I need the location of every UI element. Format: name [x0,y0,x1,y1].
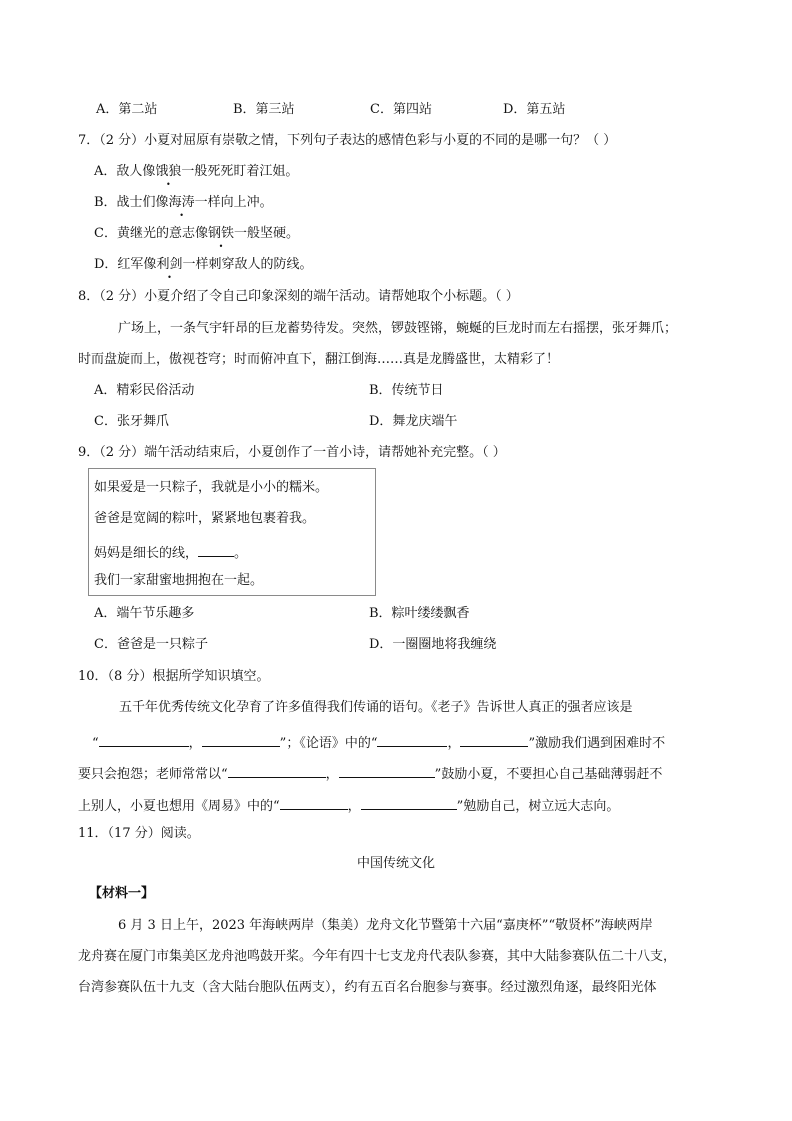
emphasis-dots: 海涛 [168,195,195,210]
material-1-heading: 【材料一】 [89,886,155,901]
fill-blank[interactable] [280,795,348,810]
q7-option-b: B．战士们像海涛一样向上冲。 [94,195,273,210]
fill-blank[interactable] [99,732,189,747]
q9-option-a: A．端午节乐趣多 [94,606,195,621]
q8-option-b: B．传统节日 [369,383,444,398]
q7-stem: 7．（2 分）小夏对屈原有崇敬之情，下列句子表达的感情色彩与小夏的不同的是哪一句？（ ） [78,133,617,148]
q7-option-d: D．红军像利剑一样刺穿敌人的防线。 [94,257,313,272]
emphasis-dots: 饿狼 [155,164,182,179]
emphasis-dots: 利剑 [156,257,183,272]
q10-stem: 10．（8 分）根据所学知识填空。 [78,669,270,684]
q6-option-d: D．第五站 [503,102,566,117]
fill-blank[interactable] [339,763,435,778]
q11-stem: 11．（17 分）阅读。 [78,826,200,841]
q10-line-1: 五千年优秀传统文化孕育了许多值得我们传诵的语句。《老子》告诉世人真正的强者应该是 [119,700,633,715]
q8-stem: 8．（2 分）小夏介绍了令自己印象深刻的端午活动。请帮她取个小标题。（ ） [78,289,519,304]
poem-line-4: 我们一家甜蜜地拥抱在一起。 [94,573,264,588]
fill-blank[interactable] [460,732,528,747]
q9-stem: 9．（2 分）端午活动结束后，小夏创作了一首小诗，请帮她补充完整。（ ） [78,445,506,460]
q8-option-a: A．精彩民俗活动 [94,383,195,398]
material-1-line-1: 6 月 3 日上午，2023 年海峡两岸（集美）龙舟文化节暨第十六届“嘉庚杯”“敬贤杯”海峡两岸 [118,918,653,933]
q6-option-a: A．第二站 [96,102,158,117]
q8-option-c: C．张牙舞爪 [94,414,169,429]
q8-option-d: D．舞龙庆端午 [369,414,458,429]
emphasis-dots: 钢铁 [207,226,234,241]
fill-blank[interactable] [377,732,447,747]
poem-line-1: 如果爱是一只粽子，我就是小小的糯米。 [94,480,329,495]
q6-option-c: C．第四站 [370,102,432,117]
material-1-line-3: 台湾参赛队伍十九支（含大陆台胞队伍两支），约有五百名台胞参与赛事。经过激烈角逐，最终阳光体 [78,980,657,995]
q9-option-c: C．爸爸是一只粽子 [94,637,208,652]
q7-option-c: C．黄继光的意志像钢铁一般坚硬。 [94,226,299,241]
fill-blank[interactable] [361,795,457,810]
q7-option-a: A．敌人像饿狼一般死死盯着江姐。 [94,164,299,179]
q10-line-2: “ ， ”；《论语》中的“ ， ”激励我们遇到困难时不 [92,732,665,752]
fill-blank[interactable] [228,763,326,778]
poem-line-2: 爸爸是宽阔的粽叶，紧紧地包裹着我。 [94,511,316,526]
q11-title: 中国传统文化 [356,856,435,871]
q10-line-3: 要只会抱怨；老师常常以“ ， ”鼓励小夏，不要担心自己基础薄弱赶不 [78,763,662,783]
q6-option-b: B．第三站 [233,102,295,117]
fill-blank[interactable] [202,732,280,747]
q10-line-4: 上别人，小夏也想用《周易》中的“ ， ”勉励自己，树立远大志向。 [78,795,619,815]
poem-line-3: 妈妈是细长的线， 。 [94,542,247,562]
material-1-line-2: 龙舟赛在厦门市集美区龙舟池鸣鼓开桨。今年有四十七支龙舟代表队参赛，其中大陆参赛队伍二十八支， [78,949,677,964]
q9-option-d: D．一圈圈地将我缠绕 [369,637,497,652]
q8-passage-line-2: 时而盘旋而上，傲视苍穹；时而俯冲直下，翻江倒海……真是龙腾盛世，太精彩了！ [78,352,560,367]
q8-passage-line-1: 广场上，一条气宇轩昂的巨龙蓄势待发。突然，锣鼓铿锵，蜿蜒的巨龙时而左右摇摆，张牙舞爪； [118,321,678,336]
poem-blank[interactable] [198,542,234,557]
q9-option-b: B．粽叶缕缕飘香 [369,606,470,621]
